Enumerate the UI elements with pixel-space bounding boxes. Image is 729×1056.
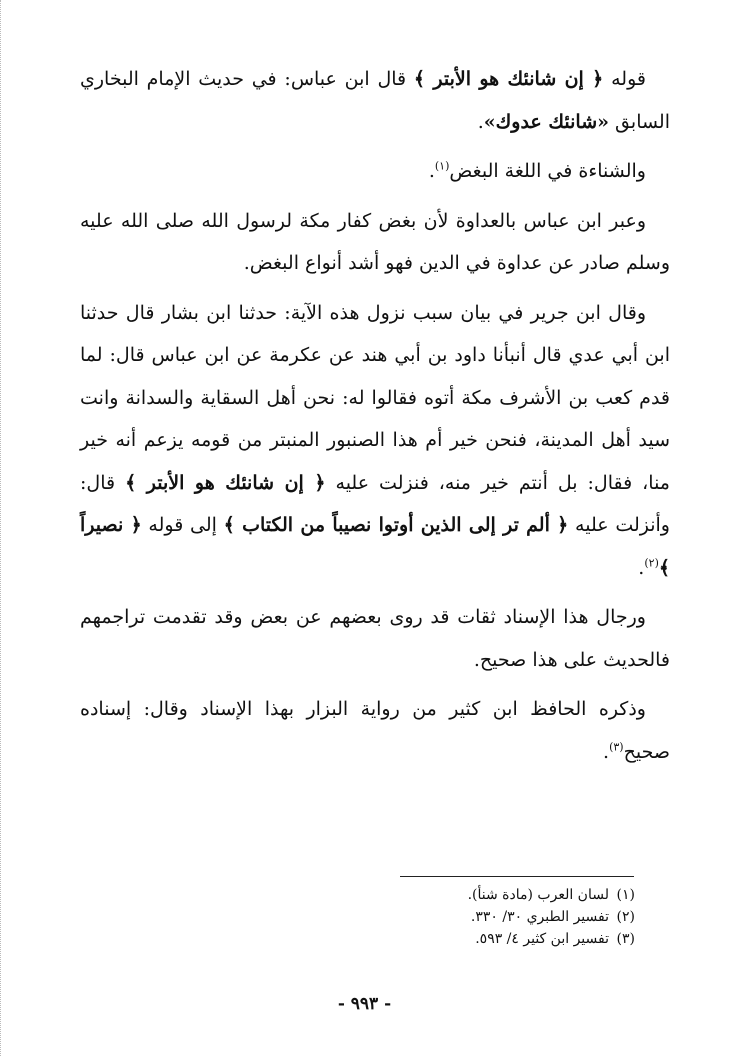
text-segment: وعبر ابن عباس بالعداوة لأن بغض كفار مكة لرسول الله صلى الله عليه وسلم صادر عن عداوة في الدين فهو أشد أنواع البغض. [80,209,670,274]
text-segment: قال: وأنزلت عليه [80,471,670,536]
quoted-text: ﴿ نصيراً ﴾ [80,514,670,579]
quoted-text: ﴿ إن شانئك هو الأبتر ﴾ [125,471,326,494]
page-number: - ٩٩٣ - [337,994,392,1014]
paragraph [80,58,670,143]
text-segment: ورجال هذا الإسناد ثقات قد روى بعضهم عن بعض وقد تقدمت تراجمهم فالحديث على هذا صحيح. [80,606,670,671]
paragraph [80,596,670,681]
paragraph [80,200,670,285]
text-segment: وقال ابن جرير في بيان سبب نزول هذه الآية: حدثنا ابن بشار قال حدثنا ابن أبي عدي قال أنبأنا داود بن أبي هند عن عكرمة عن ابن عباس قال: لما قدم كعب بن الأشرف مكة أتوه فقالوا له: نحن أهل السقاية والسدانة وانت سيد أهل المدينة، فنحن خير أم هذا الصنبور المنبتر من قومه يزعم أنه خير منا، فقال: بل أنتم خير منه، فنزلت عليه [80,301,670,494]
scan-edge [0,0,3,1056]
footnote-text: تفسير الطبري ٣٠/ ٣٣٠. [470,909,609,925]
quoted-text: ﴿ إن شانئك هو الأبتر ﴾ [413,68,604,90]
footnote-number: (٣) [616,931,635,947]
footnote-separator [400,876,634,877]
footnote-text: لسان العرب (مادة شنأ). [467,887,609,903]
text-segment: قوله [603,68,646,90]
paragraph [80,292,670,590]
quoted-text: ﴿ ألم تر إلى الذين أوتوا نصيباً من الكتاب ﴾ [223,514,569,536]
text-segment: إلى قوله [141,514,224,536]
footnote-item [380,906,635,928]
text-segment: قال ابن عباس: في حديث الإمام البخاري السابق [80,68,670,133]
footnote-marker: (٣) [609,740,624,754]
footnote-item [380,884,635,906]
main-text [80,58,670,780]
text-segment: والشناءة في اللغة البغض [449,160,646,182]
footnote-text: تفسير ابن كثير ٤/ ٥٩٣. [475,931,609,947]
footnote-item [380,928,635,950]
quoted-text: «شانئك عدوك» [483,110,610,133]
text-segment: . [428,160,435,182]
text-segment: . [477,110,484,133]
footnotes [380,884,635,950]
footnote-number: (١) [616,887,635,903]
paragraph [80,150,670,193]
footnote-marker: (٢) [644,556,659,570]
footnote-number: (٢) [616,909,635,925]
footnote-marker: (١) [434,159,450,173]
text-segment: . [603,740,610,763]
text-segment: . [638,556,645,579]
text-segment: وذكره الحافظ ابن كثير من رواية البزار بهذا الإسناد وقال: إسناده صحيح [80,698,670,763]
paragraph [80,688,670,773]
